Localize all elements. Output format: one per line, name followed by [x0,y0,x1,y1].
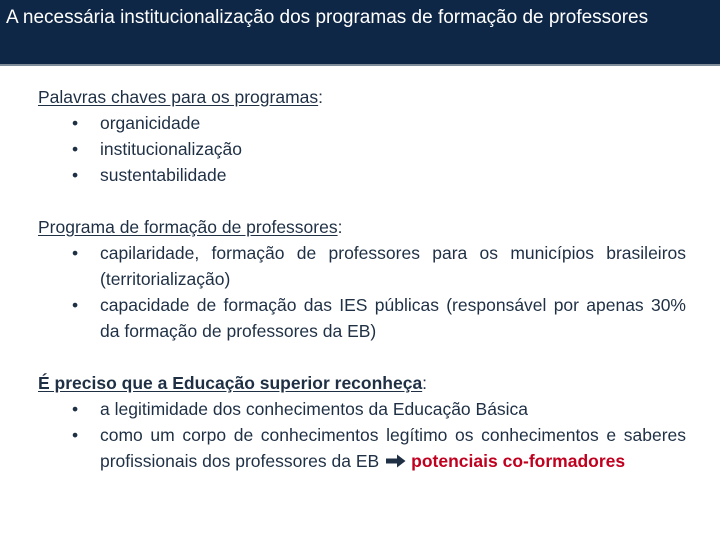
section-higher-education [38,370,686,476]
section-heading [38,84,686,110]
list-item-text: a legitimidade dos conhecimentos da Educação Básica [100,399,529,419]
section-heading [38,370,686,396]
bullet-icon: • [72,399,79,419]
section-heading [38,214,686,240]
list-item [72,240,686,292]
emphasis-text: potenciais co-formadores [411,451,626,471]
bullet-icon: • [72,243,79,263]
bullet-icon: • [72,113,79,133]
section-heading-colon: : [422,373,428,393]
right-arrow-icon [385,450,407,476]
section-heading-colon: : [337,217,343,237]
bullet-icon: • [72,425,79,445]
list-item [72,396,686,422]
bullet-list [38,240,686,344]
section-heading-text: É preciso que a Educação superior reconheça [38,373,423,393]
list-item [72,110,686,136]
bullet-list [38,396,686,476]
bullet-icon: • [72,165,79,185]
bullet-list [38,110,686,188]
section-program [38,214,686,344]
list-item-text: sustentabilidade [100,165,227,185]
bullet-icon: • [72,139,79,159]
slide-body [38,84,686,502]
list-item-text: institucionalização [100,139,243,159]
list-item-text: como um corpo de conhecimentos legítimo os conhecimentos e saberes profissionais dos professores da EB [100,425,686,471]
slide-title: A necessária institucionalização dos programas de formação de professores [6,7,649,28]
list-item [72,136,686,162]
section-keywords [38,84,686,188]
list-item [72,292,686,344]
list-item-text: capilaridade, formação de professores para os municípios brasileiros (territorialização) [100,243,686,289]
list-item [72,422,686,476]
bullet-icon: • [72,295,79,315]
list-item-text: organicidade [100,113,201,133]
section-heading-colon: : [318,87,324,107]
section-heading-text: Programa de formação de professores [38,217,338,237]
slide-title-bar [0,0,720,66]
list-item-text: capacidade de formação das IES públicas (responsável por apenas 30% da formação de professores da EB) [100,295,686,341]
list-item [72,162,686,188]
section-heading-text: Palavras chaves para os programas [38,87,319,107]
